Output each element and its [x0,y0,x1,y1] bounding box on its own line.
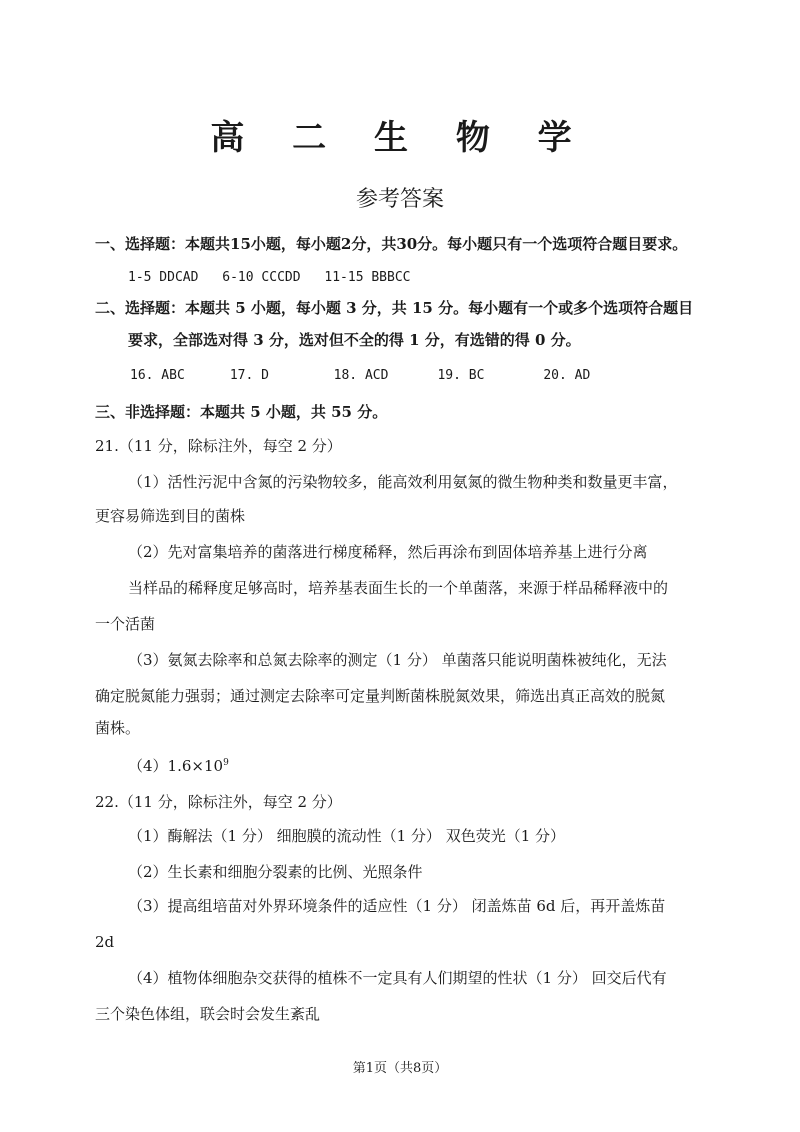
section-2-answers [130,366,590,386]
section-2-heading: 二、选择题：本题共 5 小题，每小题 3 分，共 15 分。每小题有一个或多个选项符合题目 [95,299,694,317]
answer-group: 11-15 BBBCC [324,270,411,285]
section-1-answers [128,268,410,288]
q22-part4-cont: 三个染色体组，联会时会发生紊乱 [95,1005,321,1023]
answer-item: 19. BC [437,368,485,383]
q22-part4: （4）植物体细胞杂交获得的植株不一定具有人们期望的性状（1 分） 回交后代有 [128,969,667,987]
q21-part1: （1）活性污泥中含氮的污染物较多，能高效利用氨氮的微生物种类和数量更丰富， [128,473,678,491]
q22-part3: （3）提高组培苗对外界环境条件的适应性（1 分） 闭盖炼苗 6d 后，再开盖炼苗 [128,897,666,915]
q21-part4-base: （4）1.6×10 [128,757,224,775]
q21-part1-cont: 更容易筛选到目的菌株 [95,507,246,525]
q21-header: 21.（11 分，除标注外，每空 2 分） [95,437,342,455]
answer-group: 1-5 DDCAD [128,270,199,285]
q21-part4-exponent: 9 [223,758,229,768]
page-footer: 第1页（共8页） [352,1061,448,1076]
section-1-heading: 一、选择题：本题共15小题，每小题2分，共30分。每小题只有一个选项符合题目要求。 [95,235,688,253]
answer-item: 16. ABC [130,368,185,383]
q21-part2-cont: 当样品的稀释度足够高时，培养基表面生长的一个单菌落，来源于样品稀释液中的 [128,579,669,597]
q22-header: 22.（11 分，除标注外，每空 2 分） [95,793,342,811]
answer-item: 18. ACD [333,368,389,383]
q22-part3-cont: 2d [95,933,115,951]
q22-part1: （1）酶解法（1 分） 细胞膜的流动性（1 分） 双色荧光（1 分） [128,827,566,845]
q21-part2-cont2: 一个活菌 [95,615,156,633]
page-subtitle: 参考答案 [355,187,444,212]
q21-part3: （3）氨氮去除率和总氮去除率的测定（1 分） 单菌落只能说明菌株被纯化，无法 [128,651,667,669]
answer-item: 20. AD [543,368,591,383]
q21-part3-cont: 确定脱氮能力强弱；通过测定去除率可定量判断菌株脱氮效果，筛选出真正高效的脱氮 [95,687,666,705]
q21-part4 [128,756,229,776]
q21-part3-cont2: 菌株。 [95,719,141,737]
section-3-heading: 三、非选择题：本题共 5 小题，共 55 分。 [95,403,388,421]
page-title: 高 二 生 物 学 [210,118,590,158]
answer-group: 6-10 CCCDD [222,270,301,285]
section-2-heading-cont: 要求，全部选对得 3 分，选对但不全的得 1 分，有选错的得 0 分。 [128,331,581,349]
answer-item: 17. D [229,368,269,383]
q22-part2: （2）生长素和细胞分裂素的比例、光照条件 [128,863,423,881]
q21-part2: （2）先对富集培养的菌落进行梯度稀释，然后再涂布到固体培养基上进行分离 [128,543,648,561]
